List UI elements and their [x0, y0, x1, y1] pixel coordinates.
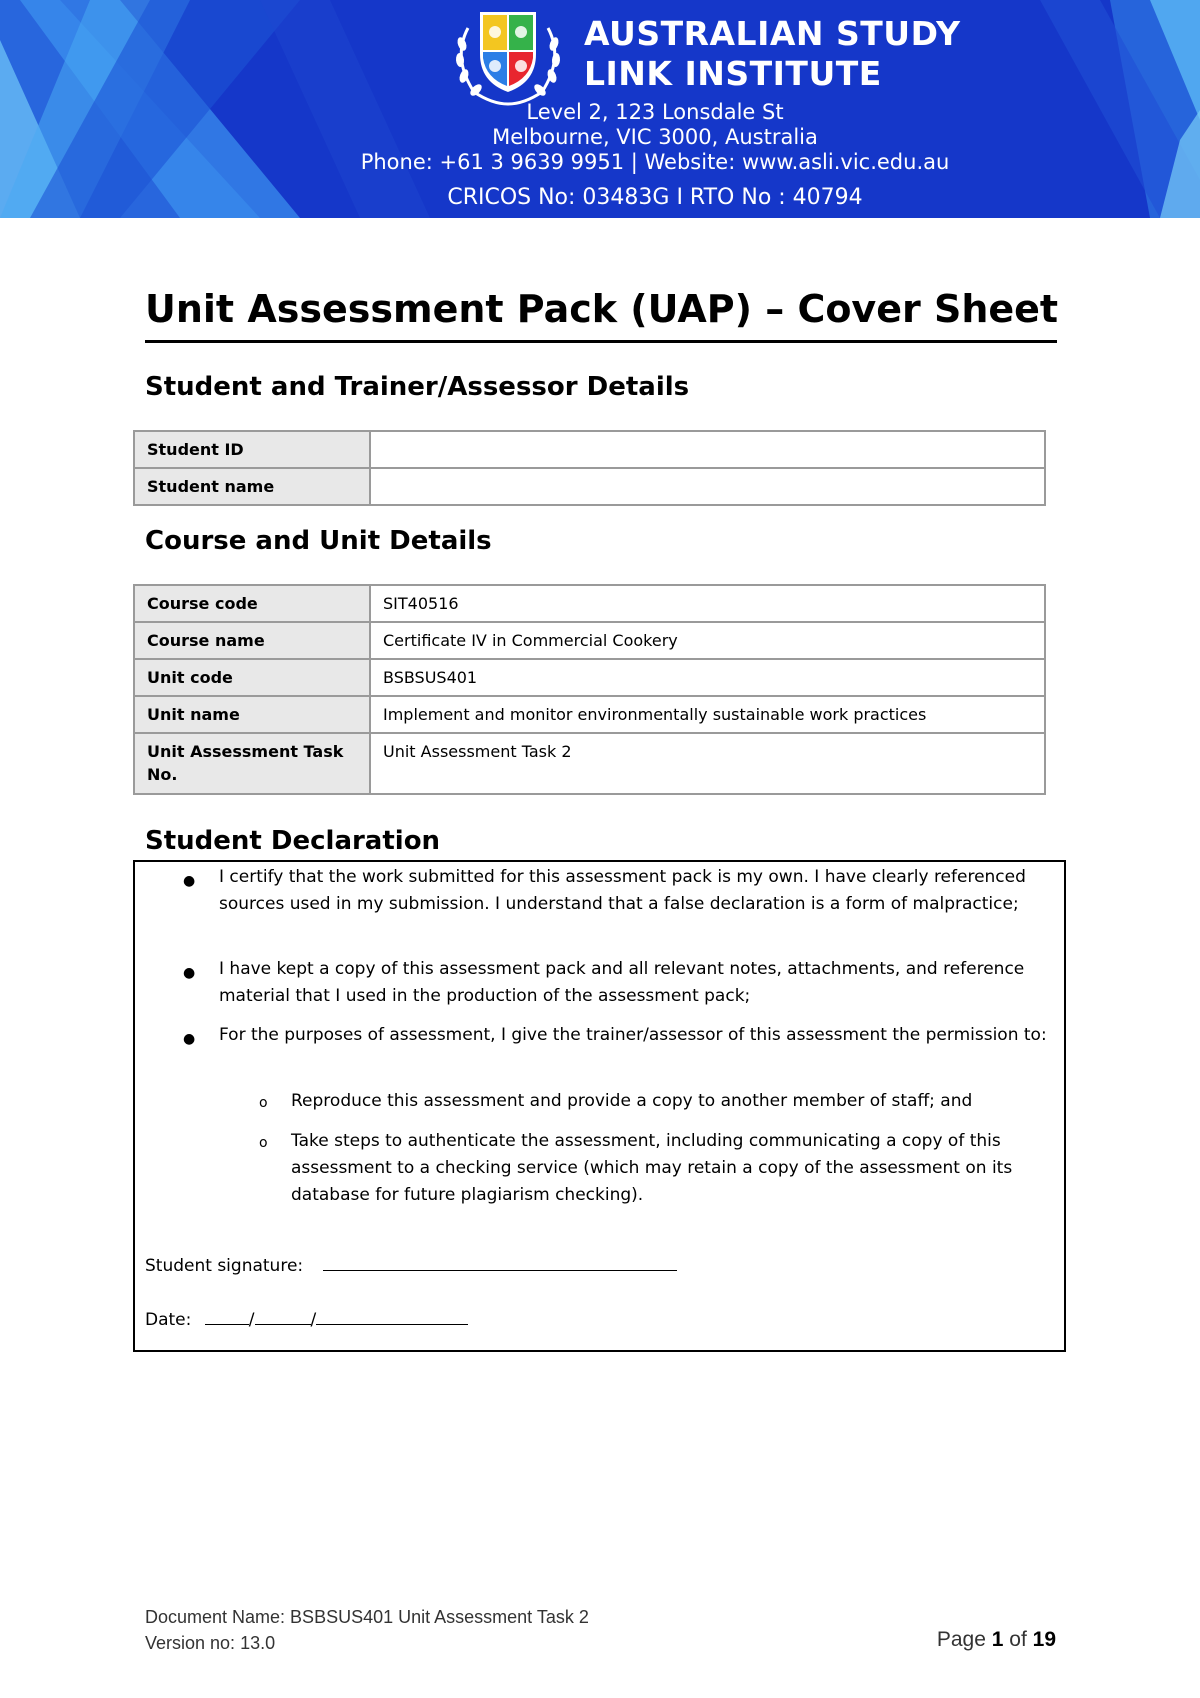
course-code-value: SIT40516 — [370, 585, 1045, 622]
course-details-table — [133, 584, 1046, 795]
address-street: Level 2, 123 Lonsdale St — [526, 100, 784, 124]
task-number-label: Unit Assessment Task No. — [134, 733, 370, 794]
unit-code-value: BSBSUS401 — [370, 659, 1045, 696]
page-current: 1 — [991, 1628, 1004, 1651]
sub-bullet-icon: o — [259, 1095, 268, 1111]
date-separator: / — [310, 1310, 317, 1330]
declaration-heading: Student Declaration — [145, 826, 441, 856]
bullet-icon: ● — [183, 1031, 196, 1047]
table-row — [134, 659, 1045, 696]
sub-bullet-icon: o — [259, 1135, 268, 1151]
signature-row — [145, 1252, 677, 1280]
bullet-icon: ● — [183, 965, 196, 981]
declaration-item: I have kept a copy of this assessment pack and all relevant notes, attachments, and reference material that I used in the production of the assessment pack; — [219, 959, 1025, 1006]
date-month-field[interactable] — [255, 1306, 311, 1325]
student-details-table — [133, 430, 1046, 506]
footer-document-name: Document Name: BSBSUS401 Unit Assessment Task 2 — [145, 1607, 589, 1627]
unit-name-value: Implement and monitor environmentally sustainable work practices — [370, 696, 1045, 733]
course-name-label: Course name — [134, 622, 370, 659]
table-row — [134, 733, 1045, 794]
date-row — [145, 1306, 468, 1334]
date-label: Date: — [145, 1310, 192, 1330]
date-separator: / — [248, 1310, 255, 1330]
page-number — [930, 1628, 1056, 1652]
institute-name-line1: AUSTRALIAN STUDY — [584, 14, 961, 53]
student-id-field[interactable] — [370, 431, 1045, 468]
footer-version: Version no: 13.0 — [145, 1633, 276, 1653]
date-day-field[interactable] — [205, 1306, 249, 1325]
bullet-icon: ● — [183, 873, 196, 889]
task-number-value: Unit Assessment Task 2 — [370, 733, 1045, 794]
contact-line: Phone: +61 3 9639 9951 | Website: www.asli.vic.edu.au — [360, 150, 950, 174]
declaration-box — [133, 860, 1066, 1352]
title-underline — [145, 340, 1057, 343]
unit-code-label: Unit code — [134, 659, 370, 696]
course-details-heading: Course and Unit Details — [145, 526, 492, 556]
asli-crest-logo — [446, 8, 570, 106]
table-row — [134, 696, 1045, 733]
institute-name-line2: LINK INSTITUTE — [584, 54, 882, 93]
declaration-sub-item: Reproduce this assessment and provide a copy to another member of staff; and — [291, 1091, 973, 1111]
course-name-value: Certificate IV in Commercial Cookery — [370, 622, 1045, 659]
signature-label: Student signature: — [145, 1256, 304, 1276]
registration-line: CRICOS No: 03483G I RTO No : 40794 — [447, 185, 863, 210]
student-name-field[interactable] — [370, 468, 1045, 505]
student-details-heading: Student and Trainer/Assessor Details — [145, 372, 690, 402]
address-city: Melbourne, VIC 3000, Australia — [492, 125, 818, 149]
page-total: 19 — [1032, 1628, 1056, 1651]
table-row — [134, 585, 1045, 622]
page-word: Page — [936, 1628, 986, 1651]
signature-field[interactable] — [323, 1252, 677, 1271]
institute-name — [584, 14, 960, 94]
table-row — [134, 468, 1045, 505]
table-row — [134, 622, 1045, 659]
declaration-item: I certify that the work submitted for this assessment pack is my own. I have clearly referenced sources used in my submission. I understand that a false declaration is a form of malpractice; — [219, 867, 1026, 914]
header-banner — [0, 0, 1200, 218]
page-of: of — [1009, 1628, 1027, 1651]
course-code-label: Course code — [134, 585, 370, 622]
student-name-label: Student name — [134, 468, 370, 505]
declaration-item: For the purposes of assessment, I give the trainer/assessor of this assessment the permission to: — [219, 1025, 1047, 1045]
student-id-label: Student ID — [134, 431, 370, 468]
declaration-sub-item: Take steps to authenticate the assessment, including communicating a copy of this assessment to a checking service (which may retain a copy of the assessment on its database for future plagiarism checking). — [291, 1131, 1013, 1205]
unit-name-label: Unit name — [134, 696, 370, 733]
table-row — [134, 431, 1045, 468]
footer-document-info — [145, 1604, 589, 1656]
page-title: Unit Assessment Pack (UAP) – Cover Sheet — [145, 287, 1059, 331]
date-year-field[interactable] — [316, 1306, 468, 1325]
